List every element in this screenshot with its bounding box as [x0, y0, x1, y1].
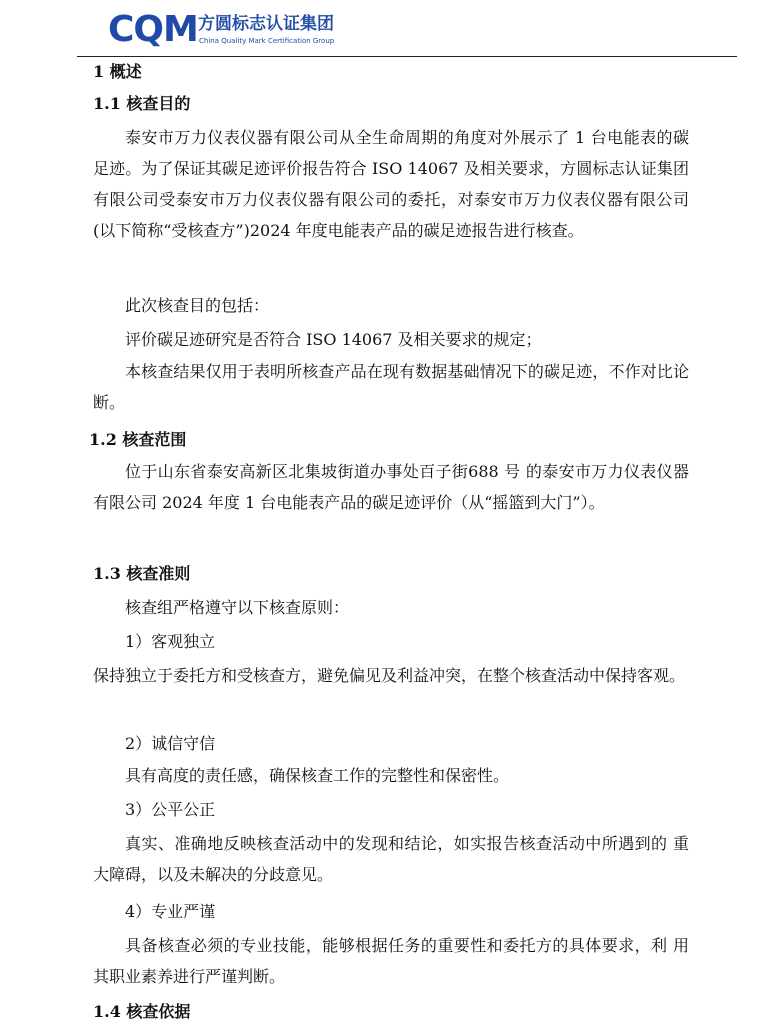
principle-2-title: 2）诚信守信 — [125, 734, 216, 753]
section-1-2-paragraph-1: 位于山东省泰安高新区北集坡街道办事处百子街688 号 的泰安市万力仪表仪器有限公司 2024 年度 1 台电能表产品的碳足迹评价（从“摇篮到大门”）。 — [93, 462, 689, 512]
section-1-1-paragraph-3: 评价碳足迹研究是否符合 ISO 14067 及相关要求的规定； — [125, 330, 542, 349]
principle-2-text: 具有高度的责任感，确保核查工作的完整性和保密性。 — [125, 766, 510, 785]
section-1-heading: 1 概述 — [93, 62, 142, 81]
header-divider — [77, 56, 737, 57]
section-1-1-paragraph-2: 此次核查目的包括： — [125, 296, 270, 315]
principle-4-text: 具备核查必须的专业技能，能够根据任务的重要性和委托方的具体要求，利 用其职业素养进行严谨判断。 — [93, 936, 689, 986]
section-1-3-intro: 核查组严格遵守以下核查原则： — [125, 598, 350, 617]
principle-4-title: 4）专业严谨 — [125, 902, 216, 921]
cqm-logo: CQM — [108, 9, 198, 50]
principle-3-text: 真实、准确地反映核查活动中的发现和结论，如实报告核查活动中所遇到的 重大障碍，以及未解决的分歧意见。 — [93, 834, 689, 884]
section-1-2-heading: 1.2 核查范围 — [89, 430, 187, 449]
principle-1-title: 1）客观独立 — [125, 632, 216, 651]
section-1-3-heading: 1.3 核查准则 — [93, 564, 191, 583]
page-header — [0, 0, 782, 58]
company-name-en: China Quality Mark Certification Group — [199, 37, 335, 45]
section-1-4-heading: 1.4 核查依据 — [93, 1002, 191, 1021]
company-name-cn: 方圆标志认证集团 — [198, 14, 334, 34]
section-1-1-heading: 1.1 核查目的 — [93, 94, 191, 113]
principle-3-title: 3）公平公正 — [125, 800, 216, 819]
section-1-1-paragraph-4: 本核查结果仅用于表明所核查产品在现有数据基础情况下的碳足迹，不作对比论断。 — [93, 362, 689, 412]
section-1-1-paragraph-1: 泰安市万力仪表仪器有限公司从全生命周期的角度对外展示了 1 台电能表的碳足迹。为了保证其碳足迹评价报告符合 ISO 14067 及相关要求，方圆标志认证集团有限公司受泰安市万力仪表仪器有限公司的委托，对泰安市万力仪表仪器有限公司(以下简称“受核查方”)2024 年度电能表产品的碳足迹报告进行核查。 — [93, 128, 689, 240]
principle-1-text: 保持独立于委托方和受核查方，避免偏见及利益冲突，在整个核查活动中保持客观。 — [93, 666, 686, 685]
